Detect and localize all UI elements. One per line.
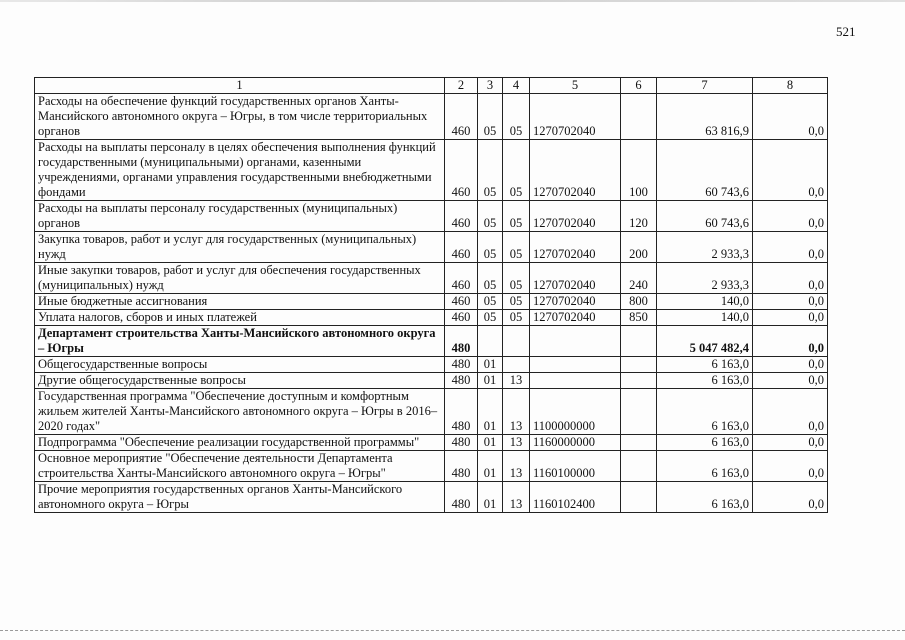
row-amount-extra: 0,0 (753, 201, 828, 232)
row-target-article: 1270702040 (530, 310, 621, 326)
row-amount-extra: 0,0 (753, 232, 828, 263)
row-expense-type (621, 326, 657, 357)
row-ministry-code: 480 (445, 389, 478, 435)
row-section-code: 01 (478, 373, 503, 389)
row-section-code: 05 (478, 201, 503, 232)
row-target-article: 1160102400 (530, 482, 621, 513)
row-expense-type: 100 (621, 140, 657, 201)
row-section-code: 01 (478, 451, 503, 482)
row-amount-extra: 0,0 (753, 451, 828, 482)
header-cell: 7 (657, 78, 753, 94)
row-subsection-code: 13 (503, 373, 530, 389)
row-target-article: 1270702040 (530, 201, 621, 232)
row-section-code: 01 (478, 357, 503, 373)
row-target-article: 1270702040 (530, 94, 621, 140)
row-target-article: 1100000000 (530, 389, 621, 435)
table-row (35, 310, 828, 326)
row-amount: 6 163,0 (657, 451, 753, 482)
row-amount-extra: 0,0 (753, 263, 828, 294)
row-subsection-code: 05 (503, 232, 530, 263)
header-cell: 2 (445, 78, 478, 94)
row-expense-type (621, 451, 657, 482)
row-amount: 63 816,9 (657, 94, 753, 140)
row-description: Расходы на выплаты персоналу в целях обеспечения выполнения функций государственными (муниципальными) органами, казенными учреждениями, органами управления государственными внебюджетными фондами (35, 140, 445, 201)
row-subsection-code: 05 (503, 294, 530, 310)
table-row (35, 326, 828, 357)
row-ministry-code: 480 (445, 451, 478, 482)
row-ministry-code: 460 (445, 294, 478, 310)
table-body (35, 94, 828, 513)
row-expense-type: 120 (621, 201, 657, 232)
table-row (35, 263, 828, 294)
row-target-article: 1160100000 (530, 451, 621, 482)
row-amount-extra: 0,0 (753, 94, 828, 140)
row-amount: 6 163,0 (657, 482, 753, 513)
row-subsection-code: 05 (503, 263, 530, 294)
row-target-article: 1160000000 (530, 435, 621, 451)
row-amount: 2 933,3 (657, 232, 753, 263)
row-amount: 6 163,0 (657, 357, 753, 373)
table-row (35, 94, 828, 140)
row-target-article: 1270702040 (530, 140, 621, 201)
row-description: Уплата налогов, сборов и иных платежей (35, 310, 445, 326)
row-section-code: 05 (478, 94, 503, 140)
row-ministry-code: 480 (445, 326, 478, 357)
row-ministry-code: 460 (445, 263, 478, 294)
row-section-code: 01 (478, 482, 503, 513)
row-section-code (478, 326, 503, 357)
row-ministry-code: 460 (445, 201, 478, 232)
row-target-article (530, 357, 621, 373)
row-amount: 60 743,6 (657, 140, 753, 201)
row-expense-type: 850 (621, 310, 657, 326)
row-amount-extra: 0,0 (753, 294, 828, 310)
table-row (35, 357, 828, 373)
row-expense-type (621, 357, 657, 373)
table-row (35, 201, 828, 232)
row-expense-type (621, 389, 657, 435)
header-cell: 5 (530, 78, 621, 94)
row-description: Общегосударственные вопросы (35, 357, 445, 373)
row-ministry-code: 480 (445, 435, 478, 451)
row-amount: 2 933,3 (657, 263, 753, 294)
row-amount: 140,0 (657, 310, 753, 326)
table-row (35, 373, 828, 389)
row-description: Расходы на выплаты персоналу государственных (муниципальных) органов (35, 201, 445, 232)
row-subsection-code: 13 (503, 482, 530, 513)
row-amount: 140,0 (657, 294, 753, 310)
row-section-code: 05 (478, 232, 503, 263)
row-expense-type: 200 (621, 232, 657, 263)
row-target-article: 1270702040 (530, 263, 621, 294)
row-section-code: 05 (478, 310, 503, 326)
row-expense-type: 800 (621, 294, 657, 310)
table-row (35, 482, 828, 513)
row-amount-extra: 0,0 (753, 357, 828, 373)
row-subsection-code: 05 (503, 201, 530, 232)
budget-table (34, 77, 828, 513)
row-description: Основное мероприятие "Обеспечение деятельности Департамента строительства Ханты-Мансийского автономного округа – Югры" (35, 451, 445, 482)
row-description: Другие общегосударственные вопросы (35, 373, 445, 389)
row-target-article (530, 373, 621, 389)
row-amount-extra: 0,0 (753, 389, 828, 435)
row-expense-type (621, 94, 657, 140)
row-amount: 5 047 482,4 (657, 326, 753, 357)
row-amount: 60 743,6 (657, 201, 753, 232)
row-subsection-code (503, 357, 530, 373)
row-subsection-code: 05 (503, 310, 530, 326)
header-cell: 1 (35, 78, 445, 94)
header-cell: 4 (503, 78, 530, 94)
row-amount-extra: 0,0 (753, 373, 828, 389)
table-row (35, 451, 828, 482)
table-row (35, 294, 828, 310)
row-subsection-code: 13 (503, 389, 530, 435)
row-amount-extra: 0,0 (753, 140, 828, 201)
table-row (35, 389, 828, 435)
row-target-article: 1270702040 (530, 232, 621, 263)
row-ministry-code: 480 (445, 373, 478, 389)
row-section-code: 01 (478, 435, 503, 451)
row-target-article: 1270702040 (530, 294, 621, 310)
row-amount: 6 163,0 (657, 389, 753, 435)
row-expense-type (621, 482, 657, 513)
row-amount-extra: 0,0 (753, 435, 828, 451)
row-expense-type (621, 373, 657, 389)
row-description: Расходы на обеспечение функций государственных органов Ханты-Мансийского автономного округа – Югры, в том числе территориальных органов (35, 94, 445, 140)
page-number: 521 (836, 24, 856, 39)
row-amount-extra: 0,0 (753, 326, 828, 357)
row-ministry-code: 460 (445, 140, 478, 201)
row-ministry-code: 480 (445, 357, 478, 373)
row-description: Подпрограмма "Обеспечение реализации государственной программы" (35, 435, 445, 451)
row-ministry-code: 480 (445, 482, 478, 513)
row-description: Иные закупки товаров, работ и услуг для обеспечения государственных (муниципальных) нужд (35, 263, 445, 294)
row-section-code: 01 (478, 389, 503, 435)
table-row (35, 140, 828, 201)
header-cell: 8 (753, 78, 828, 94)
scan-top-edge (0, 0, 905, 2)
row-description: Закупка товаров, работ и услуг для государственных (муниципальных) нужд (35, 232, 445, 263)
row-subsection-code: 13 (503, 451, 530, 482)
table-row (35, 232, 828, 263)
row-description: Государственная программа "Обеспечение доступным и комфортным жильем жителей Ханты-Мансийского автономного округа – Югры в 2016–2020 годах" (35, 389, 445, 435)
row-amount: 6 163,0 (657, 435, 753, 451)
row-subsection-code: 05 (503, 94, 530, 140)
row-section-code: 05 (478, 263, 503, 294)
row-ministry-code: 460 (445, 310, 478, 326)
row-subsection-code (503, 326, 530, 357)
row-amount-extra: 0,0 (753, 482, 828, 513)
row-subsection-code: 13 (503, 435, 530, 451)
row-target-article (530, 326, 621, 357)
row-description: Прочие мероприятия государственных органов Ханты-Мансийского автономного округа – Югры (35, 482, 445, 513)
row-subsection-code: 05 (503, 140, 530, 201)
header-cell: 3 (478, 78, 503, 94)
table-header-row (35, 78, 828, 94)
row-expense-type (621, 435, 657, 451)
table-row (35, 435, 828, 451)
row-amount: 6 163,0 (657, 373, 753, 389)
row-expense-type: 240 (621, 263, 657, 294)
row-ministry-code: 460 (445, 94, 478, 140)
scan-bottom-edge (0, 630, 905, 632)
row-ministry-code: 460 (445, 232, 478, 263)
row-amount-extra: 0,0 (753, 310, 828, 326)
row-section-code: 05 (478, 140, 503, 201)
row-description: Департамент строительства Ханты-Мансийского автономного округа – Югры (35, 326, 445, 357)
row-description: Иные бюджетные ассигнования (35, 294, 445, 310)
row-section-code: 05 (478, 294, 503, 310)
header-cell: 6 (621, 78, 657, 94)
